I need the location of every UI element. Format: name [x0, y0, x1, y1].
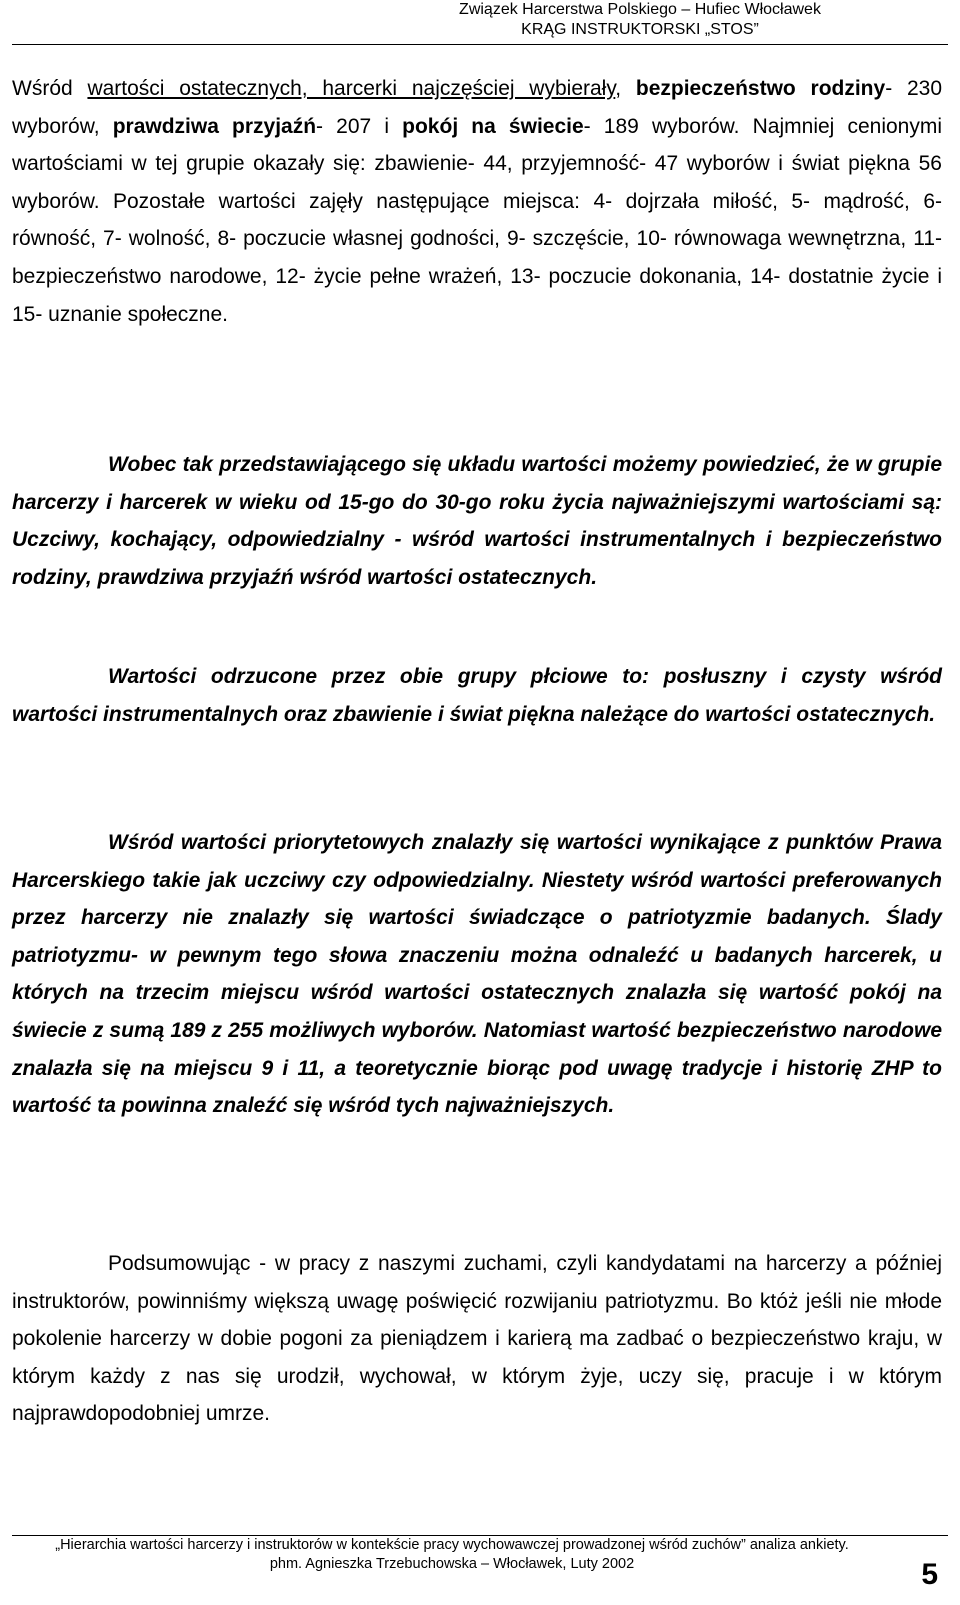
priority-values-text: Wśród wartości priorytetowych znalazły się wartości wynikające z punktów Prawa Harcerskiego takie jak uczciwy czy odpowiedzialny. Niestety wśród wartości preferowanych przez harcerzy nie znalazły się wartości świadczące o patriotyzmie badanych. Ślady patriotyzmu- w pewnym tego słowa znaczeniu można odnaleźć u badanych harcerek, u których na trzecim miejscu wśród wartości ostatecznych znalazła się wartość pokój na świecie z sumą 189 z 255 możliwych wyborów. Natomiast wartość bezpieczeństwo narodowe znalazła się na miejscu 9 i 11, a teoretycznie biorąc pod uwagę tradycje i historię ZHP to wartość ta powinna znaleźć się wśród tych najważniejszych.: [12, 831, 942, 1118]
text-run: - 207 i: [316, 114, 403, 138]
text-run: Wśród: [12, 77, 88, 100]
paragraph-summary: [12, 1245, 942, 1433]
footer-title: „Hierarchia wartości harcerzy i instruktorów w kontekście pracy wychowawczej prowadzonej wśród zuchów” analiza ankiety.: [55, 1537, 849, 1553]
footer-author: phm. Agnieszka Trzebuchowska – Włocławek, Luty 2002: [269, 1556, 635, 1572]
header-divider: [12, 44, 948, 45]
rejected-values-text: Wartości odrzucone przez obie grupy płciowe to: posłuszny i czysty wśród wartości instrumentalnych oraz zbawienie i świat piękna należące do wartości ostatecznych.: [12, 665, 942, 726]
paragraph-female-values: [12, 70, 942, 333]
underlined-text: wartości ostatecznych, harcerki najczęściej wybierały: [87, 77, 616, 100]
conclusion-text: Wobec tak przedstawiającego się układu wartości możemy powiedzieć, że w grupie harcerzy i harcerek w wieku od 15-go do 30-go roku życia najważniejszymi wartościami są: Uczciwy, kochający, odpowiedzialny - wśród wartości instrumentalnych i bezpieczeństwo rodziny, prawdziwa przyjaźń wśród wartości ostatecznych.: [12, 453, 942, 589]
text-run: - 189 wyborów. Najmniej cenionymi wartościami w tej grupie okazały się: zbawienie- 44, przyjemność- 47 wyborów i świat piękna 56 wyborów. Pozostałe wartości zajęły następujące miejsca: 4- dojrzała miłość, 5- mądrość, 6- równość, 7- wolność, 8- poczucie własnej godności, 9- szczęście, 10- równowaga wewnętrzna, 11- bezpieczeństwo narodowe, 12- życie pełne wrażeń, 13- poczucie dokonania, 14- dostatnie życie i 15- uznanie społeczne.: [12, 114, 943, 326]
page-number: 5: [921, 1558, 938, 1591]
header-circle-name: KRĄG INSTRUKTORSKI „STOS”: [521, 21, 759, 38]
paragraph-conclusion: [12, 446, 942, 596]
page-footer: [12, 1536, 892, 1574]
header-organization: Związek Harcerstwa Polskiego – Hufiec Włocławek: [459, 1, 821, 18]
page-header: [0, 0, 960, 40]
bold-value-family-security: bezpieczeństwo rodziny: [635, 77, 886, 100]
paragraph-priority-values: [12, 824, 942, 1125]
bold-value-world-peace: pokój na świecie: [402, 114, 584, 138]
paragraph-rejected-values: [12, 658, 942, 733]
bold-value-true-friendship: prawdziwa przyjaźń: [112, 114, 317, 138]
text-run: - 230 wyborów,: [12, 77, 942, 138]
summary-text: Podsumowując - w pracy z naszymi zuchami, czyli kandydatami na harcerzy a później instruktorów, powinniśmy większą uwagę poświęcić rozwijaniu patriotyzmu. Bo któż jeśli nie młode pokolenie harcerzy w dobie pogoni za pieniądzem i karierą ma zadbać o bezpieczeństwo kraju, w którym każdy z nas się urodził, wychował, w którym żyje, uczy się, pracuje i w którym najprawdopodobniej umrze.: [12, 1252, 942, 1426]
text-run: ,: [615, 77, 636, 100]
